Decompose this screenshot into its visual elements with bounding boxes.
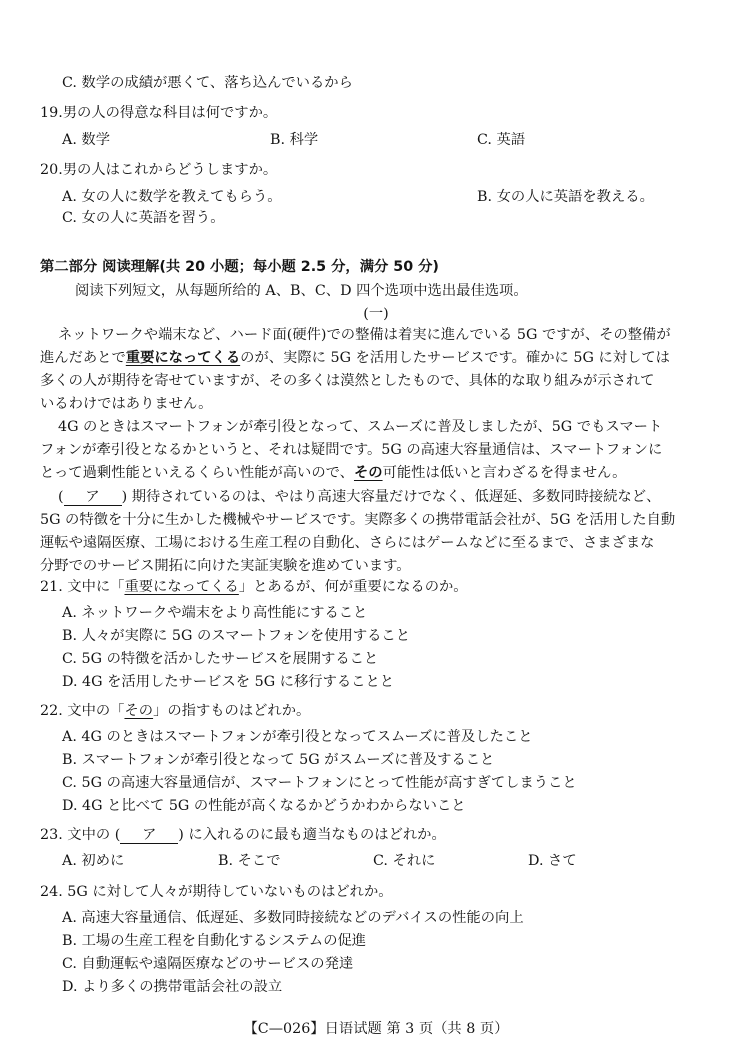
q22-option-a: A. 4G のときはスマートフォンが牽引役となってスムーズに普及したこと [62, 729, 533, 745]
q23-stem-text: ) に入れるのに最も適当なものはどれか。 [178, 827, 446, 843]
q23-stem [40, 826, 446, 845]
q24-option-a: A. 高速大容量通信、低遅延、多数同時接続などのデバイスの性能の向上 [62, 910, 524, 926]
q19-option-a: A. 数学 [62, 132, 111, 148]
underlined-phrase: 重要になってくる [125, 350, 241, 366]
q21-stem-text: 」とあるが、何が重要になるのか。 [238, 579, 468, 595]
passage-line: いるわけではありません。 [40, 396, 213, 412]
section-instruction: 阅读下列短文，从每题所给的 A、B、C、D 四个选项中选出最佳选项。 [75, 283, 528, 299]
q24-option-d: D. より多くの携帯電話会社の設立 [62, 979, 283, 995]
passage-text: 可能性は低いと言わざるを得ません。 [382, 465, 627, 481]
passage-number: (一) [363, 306, 389, 322]
q20-option-a: A. 女の人に数学を教えてもらう。 [62, 189, 282, 205]
q22-option-d: D. 4G と比べて 5G の性能が高くなるかどうかわからないこと [62, 798, 466, 814]
passage-line: ネットワークや端末など、ハード面(硬件)での整備は着実に進んでいる 5G ですが、その整備が [58, 327, 671, 343]
underlined-phrase: その [353, 465, 383, 481]
q22-option-b: B. スマートフォンが牽引役となって 5G がスムーズに普及すること [62, 752, 495, 768]
q21-option-a: A. ネットワークや端末をより高性能にすること [62, 605, 368, 621]
q21-option-c: C. 5G の特徴を活かしたサービスを展開すること [62, 651, 379, 667]
passage-text: 進んだあとで [40, 350, 126, 366]
q23-stem-text: 23. 文中の ( [40, 827, 121, 843]
passage-line: 4G のときはスマートフォンが牽引役となって、スムーズに普及しましたが、5G でもスマート [58, 419, 663, 435]
passage-text: ) 期待されているのは、やはり高速大容量だけでなく、低遅延、多数同時接続など、 [121, 489, 661, 505]
q22-option-c: C. 5G の高速大容量通信が、スマートフォンにとって性能が高すぎてしまうこと [62, 775, 577, 791]
q21-underlined: 重要になってくる [124, 579, 239, 595]
q23-option-a: A. 初めに [62, 853, 125, 869]
passage-text: ( [58, 489, 64, 505]
q22-stem [40, 702, 310, 721]
passage-line [58, 488, 660, 507]
q22-stem-text: 22. 文中の「 [40, 703, 125, 719]
passage-line [40, 349, 670, 368]
q22-stem-text: 」の指すものはどれか。 [153, 703, 311, 719]
q19-option-b: B. 科学 [270, 132, 319, 148]
q18-option-c: C. 数学の成績が悪くて、落ち込んでいるから [62, 75, 353, 91]
passage-line: 5G の特徴を十分に生かした機械やサービスです。実際多くの携帯電話会社が、5G を活用した自動 [40, 512, 676, 528]
passage-line: 分野でのサービス開拓に向けた実証実験を進めています。 [40, 558, 411, 574]
passage-text: とって過剰性能といえるくらい性能が高いので、 [40, 465, 354, 481]
q23-option-d: D. さて [528, 853, 577, 869]
q22-underlined: その [124, 703, 154, 719]
q21-stem [40, 578, 468, 597]
passage-text: のが、実際に 5G を活用したサービスです。確かに 5G に対しては [240, 350, 670, 366]
q23-option-c: C. それに [373, 853, 436, 869]
passage-line: 多くの人が期待を寄せていますが、その多くは漠然としたもので、具体的な取り組みが示されて [40, 373, 655, 389]
q21-option-d: D. 4G を活用したサービスを 5G に移行することと [62, 674, 395, 690]
passage-line: フォンが牽引役となるかというと、それは疑問です。5G の高速大容量通信は、スマートフォンに [40, 442, 663, 458]
q24-option-b: B. 工場の生産工程を自動化するシステムの促進 [62, 933, 367, 949]
blank-a: ア [120, 827, 178, 844]
blank-a: ア [64, 489, 122, 506]
q21-stem-text: 21. 文中に「 [40, 579, 125, 595]
q19-option-c: C. 英語 [477, 132, 526, 148]
q24-option-c: C. 自動運転や遠隔医療などのサービスの発達 [62, 956, 354, 972]
q20-option-c: C. 女の人に英語を習う。 [62, 210, 225, 226]
q20-option-b: B. 女の人に英語を教える。 [477, 189, 654, 205]
q24-stem: 24. 5G に対して人々が期待していないものはどれか。 [40, 884, 393, 900]
q23-option-b: B. そこで [218, 853, 281, 869]
q19-stem: 19.男の人の得意な科目は何ですか。 [40, 105, 278, 121]
q20-stem: 20.男の人はこれからどうしますか。 [40, 162, 278, 178]
q21-option-b: B. 人々が実際に 5G のスマートフォンを使用すること [62, 628, 411, 644]
passage-line [40, 464, 626, 483]
section-heading: 第二部分 阅读理解(共 20 小题；每小题 2.5 分，满分 50 分) [40, 259, 439, 275]
passage-line: 運転や遠隔医療、工場における生産工程の自動化、さらにはゲームなどに至るまで、さまざまな [40, 535, 655, 551]
page-footer: 【C—026】日语试题 第 3 页（共 8 页） [243, 1021, 509, 1037]
